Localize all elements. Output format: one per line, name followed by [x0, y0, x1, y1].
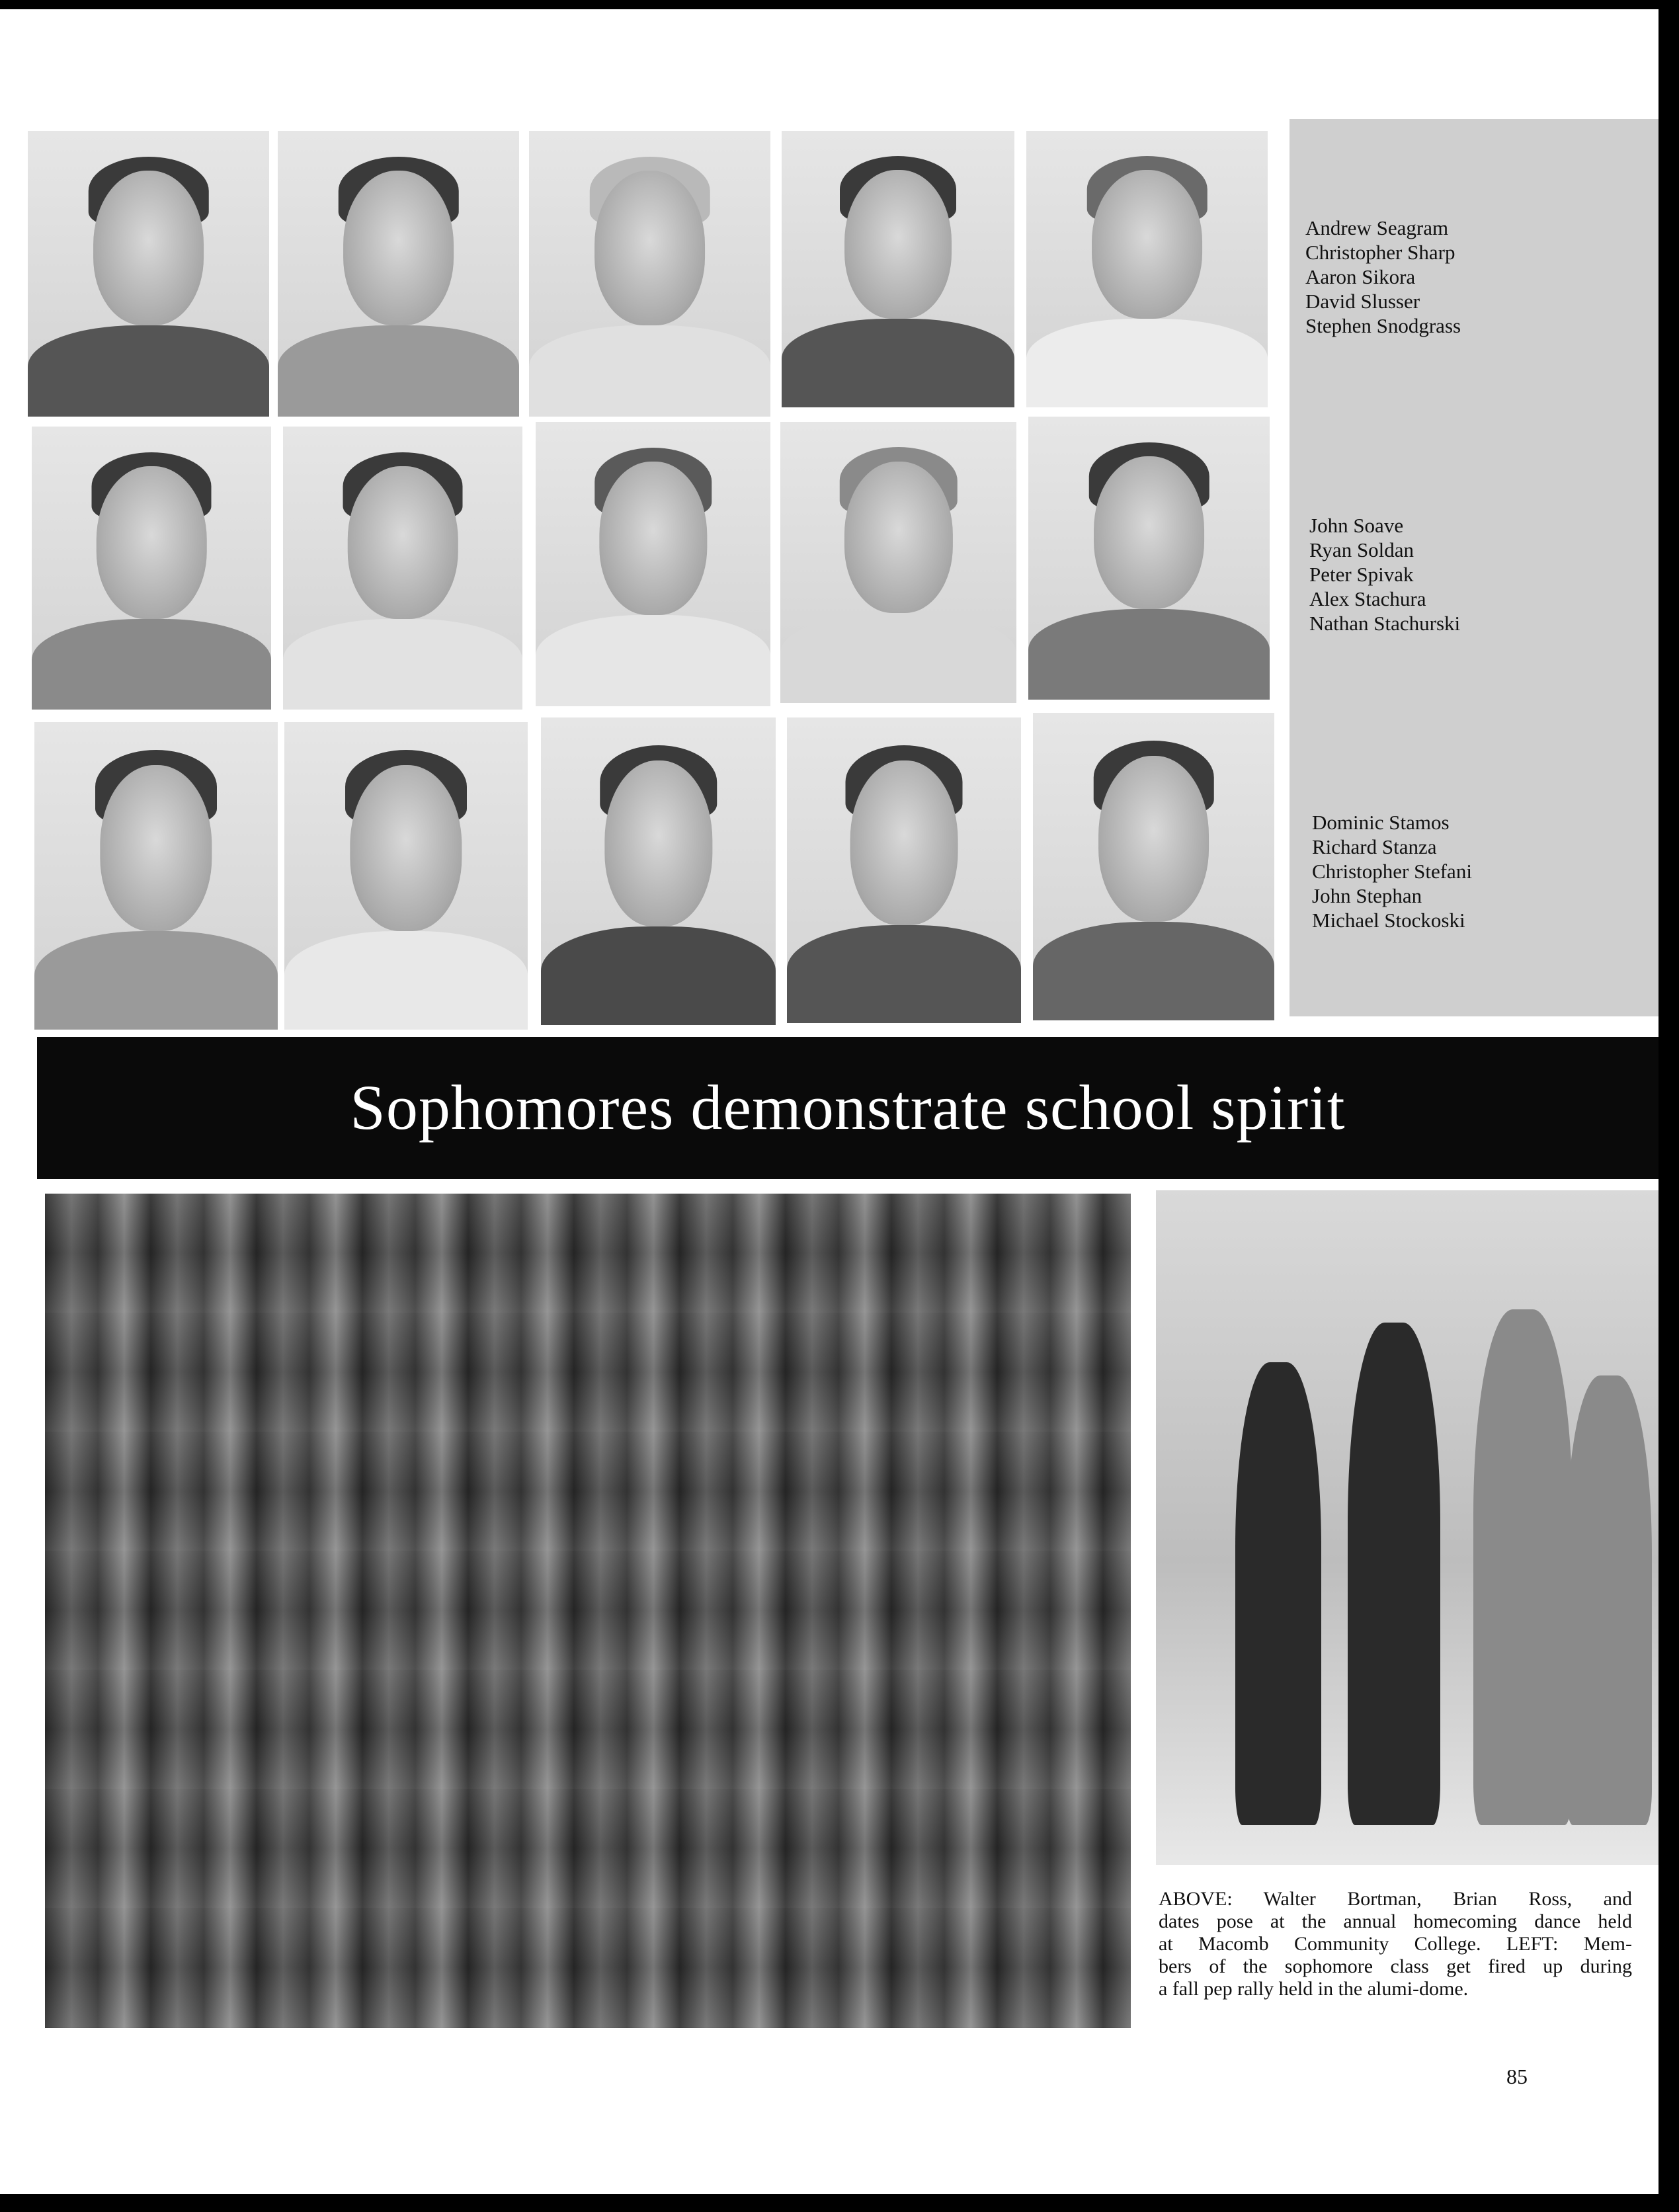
- student-name: John Soave: [1309, 514, 1404, 537]
- portrait-photo: [32, 427, 271, 710]
- student-name: Nathan Stachurski: [1309, 612, 1461, 635]
- page-border-bottom: [0, 2194, 1679, 2212]
- portrait-photo: [782, 131, 1014, 407]
- student-name: John Stephan: [1312, 884, 1422, 907]
- pep-rally-photo: [45, 1194, 1131, 2028]
- student-name: Michael Stockoski: [1312, 909, 1465, 932]
- name-list-row-2: [1309, 513, 1460, 635]
- title-banner: [37, 1037, 1659, 1179]
- student-name: Dominic Stamos: [1312, 811, 1450, 834]
- portrait-photo: [284, 722, 528, 1030]
- portrait-photo: [278, 131, 519, 417]
- page-title: Sophomores demonstrate school spirit: [350, 1072, 1346, 1143]
- student-name: Ryan Soldan: [1309, 538, 1414, 561]
- student-name: Andrew Seagram: [1305, 216, 1449, 239]
- portrait-photo: [780, 422, 1016, 703]
- student-name: David Slusser: [1305, 290, 1420, 313]
- portrait-photo: [787, 717, 1021, 1023]
- name-list-row-3: [1312, 810, 1472, 932]
- name-list-row-1: [1305, 216, 1461, 338]
- student-name: Aaron Sikora: [1305, 265, 1416, 288]
- homecoming-dance-photo: [1156, 1190, 1659, 1865]
- portrait-photo: [34, 722, 278, 1030]
- page-border-right: [1659, 0, 1679, 2212]
- student-name: Alex Stachura: [1309, 587, 1426, 610]
- photo-caption: [1159, 1888, 1632, 2000]
- portrait-photo: [28, 131, 269, 417]
- portrait-photo: [1028, 417, 1270, 700]
- page-border-top: [0, 0, 1679, 9]
- student-name: Stephen Snodgrass: [1305, 314, 1461, 337]
- student-name: Christopher Stefani: [1312, 860, 1472, 883]
- portrait-photo: [541, 717, 776, 1025]
- portrait-photo: [529, 131, 770, 417]
- portrait-photo: [1033, 713, 1274, 1020]
- caption-line: at Macomb Community College. LEFT: Mem-: [1159, 1933, 1632, 1955]
- student-name: Richard Stanza: [1312, 835, 1437, 858]
- caption-line: a fall pep rally held in the alumi-dome.: [1159, 1978, 1469, 2000]
- student-name: Christopher Sharp: [1305, 241, 1455, 264]
- caption-line: bers of the sophomore class get fired up during: [1159, 1955, 1632, 1977]
- portrait-photo: [283, 427, 522, 710]
- page-number: 85: [1506, 2065, 1528, 2088]
- student-name: Peter Spivak: [1309, 563, 1414, 586]
- caption-line: dates pose at the annual homecoming dance held: [1159, 1910, 1632, 1932]
- portrait-photo: [536, 422, 770, 706]
- caption-line: ABOVE: Walter Bortman, Brian Ross, and: [1159, 1888, 1632, 1910]
- portrait-photo: [1026, 131, 1268, 407]
